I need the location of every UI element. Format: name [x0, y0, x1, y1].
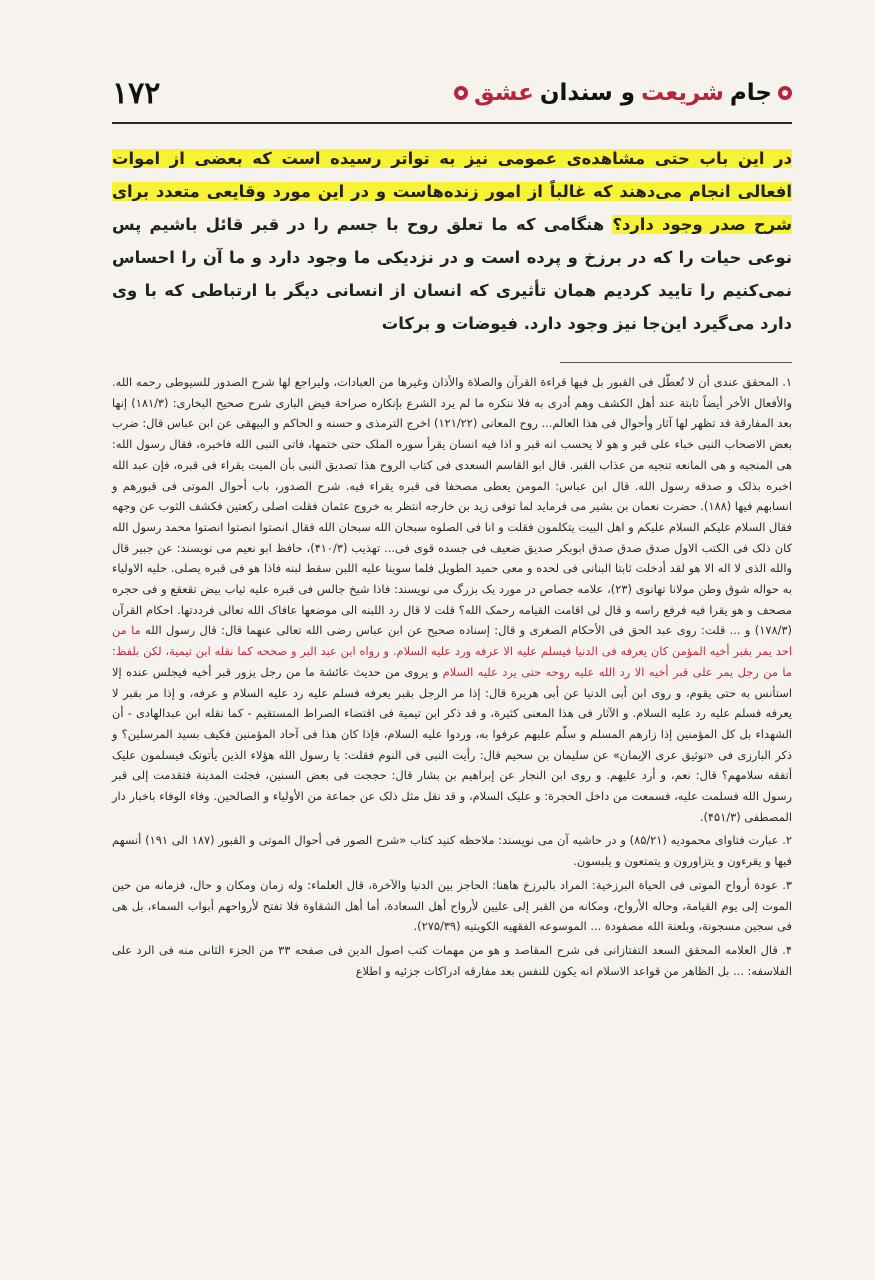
rosette-icon	[454, 86, 468, 100]
footnote-1-text: ۱. المحقق عندی أن لا تُعطّل فی القبور بل فیها قراءة القرآن والصلاة والأذان وغیرها من العبادات، ولیراجع لها شرح الصدور للسیوطی رحمه الله. والأفعال الأخر أیضاً ثابتة عند أهل الکشف وهم أدری به فلا ننکره ما لم یرد الشرع بإنکاره صراحة فیض الباری شرح صحیح البخاری: (۱۸۱/۳) إنها بعد المفارقة قد تظهر لها آثار وأحوال فی هذا العالم... روح المعانی (۱۲۱/۲۲) اخرج الترمذی و حسنه و الحاکم و البیهقی عن ابن عباس قال: ضرب بعض الاصحاب النبی خباء علی قبر و هو لا یحسب انه قبر و اذا فیه انسان یقرأ سوره الملک حتی ختمها، فاتی النبی الله فاخبره، فقال رسول الله: هی المنجیه و هی المانعه تنجیه من عذاب القبر. قال ابو القاسم السعدی فی کتاب الروح هذا تصدیق النبی بأن المیت یقراء فی قبره، فإن عبد الله اخبره بذلک و صدقه رسول الله. قال ابن عباس: المومن یعطی مصحفا فی قبره یقراء فیه. شرح الصدور، باب أحوال الموتی فی قبورهم و انسابهم فیها (۱۸۸). حضرت نعمان بن بشیر می فرماید لما توفی زید بن خارجه انتظر به خروج عثمان فقلت اصلی رکعتین فکشف الثوب عن وجهه فقال السلام علیکم السلام علیکم و اهل البیت یتکلمون فقلت و انا فی الصلوه سبحان الله سبحان الله فقال انصتوا انصتوا انصتوا محمد رسول الله کان ذلک فی الکتب الاول صدق صدق صدق ابوبکر صدیق ضعیف فی جسده قوی فی... تهذیب (۴۱۰/۳)، حافظ ابو نعیم می نویسند: عن جبیر قال والله الذی لا اله الا هو لقد أدخلت ثابتا البنانی فی لحده و معی حمید الطویل فلما سوینا علیه اللبن سقط لبنه فاذا هو فی قبره یصلی. حلیه الاولیاء به حواله شوق وطن مولانا تهانوی (۲۳)، علامه جصاص در مورد یک بزرگ می نویسند: فاذا شیخ جالس فی قبره علیه ثیاب بیض تقعقع و فی حجره مصحف و هو یقرا فیه فرفع راسه و قال لی اقامت القیامه رحمک الله؟ قلت لا قال رد اللبنه الی موضعها عافاک الله تعالی فرددتها. احکام القرآن (۱۷۸/۳) و ... قلت: روی عبد الحق فی الأحکام الصغری و قال: إسناده صحیح عن ابن عباس رضی الله تعالی عنهما قال: قال رسول الله	[112, 375, 793, 638]
title-word-4: عشق	[474, 80, 534, 106]
footnotes	[112, 372, 792, 984]
book-title	[454, 80, 792, 106]
highlighted-passage: در این باب حتی مشاهده‌ی عمومی نیز به تواتر رسیده است که بعضی از اموات افعالی انجام می‌دهند که غالباً از امور زنده‌هاست و در این مورد وقایعی متعدد برای شرح صدر وجود دارد؟	[112, 149, 793, 234]
main-text	[112, 142, 792, 340]
footnote-1	[112, 372, 792, 827]
footnote-1-red-text: ما من احد یمر بقبر أخیه المؤمن کان یعرفه فی الدنیا فیسلم علیه الا عرفه ورد علیه السلام. و رواه ابن عبد البر و صححه کما نقله ابن تیمیة، لکن بلفظ: ما من رجل یمر علی قبر أخیه الا رد الله علیه روحه حتی یرد علیه السلام	[112, 623, 793, 679]
footnote-1-continued: و یروی من حدیث عائشة ما من رجل یزور قبر أخیه فیجلس عنده إلا استأنس به حتی یقوم، و روی ابن أبی الدنیا عن أبی هریرة قال: إذا مر الرجل بقبر یعرفه فسلم علیه رد علیه السلام و عرفه، و إذا مر بقبر لا یعرفه فسلم علیه رد علیه السلام. و الآثار فی هذا المعنی کثیرة، و قد ذکر ابن تیمیة فی اقتضاء الصراط المستقیم - کما نقله ابن عبدالهادی - أن الشهداء بل کل المؤمنین إذا زارهم المسلم و سلّم علیهم عرفوا به، وردوا علیه السلام، فإذا کان هذا فی آحاد المؤمنین فکیف بسید المرسلین؟ و ذکر البارزی فی «توثیق عری الإیمان» عن سلیمان بن سحیم قال: رأیت النبی فی النوم فقلت: یا رسول الله هؤلاء الذین یأتونک فیسلمون علیک أتفقه سلامهم؟ قال: نعم، و أرد علیهم. و روی ابن النجار عن إبراهیم بن بشار قال: حججت فی بعض السنین، فجئت المدینة فتقدمت إلی قبر رسول الله فسلمت علیه، فسمعت من داخل الحجرة: و علیک السلام، و قد نقل مثل ذلک عن جماعة من الأولیاء و الصالحین. وفاء الوفاء باخبار دار المصطفی (۴۵۱/۳).	[112, 664, 792, 824]
rosette-icon	[778, 86, 792, 100]
main-paragraph	[112, 142, 792, 340]
header-rule	[112, 122, 792, 124]
footnote-2: ۲. عبارت فتاوای محمودیه (۸۵/۲۱) و در حاشیه آن می نویسند: ملاحظه کنید کتاب «شرح الصور فی أحوال الموتی و القبور (۱۸۷ الی ۱۹۱) أنسهم فیها و یقرءون و یتزاورون و یتمتعون و یلبسون.	[112, 833, 792, 869]
footnote-4: ۴. قال العلامه المحقق السعد التفتازانی فی شرح المقاصد و هو من مهمات کتب اصول الدین فی صفحه ۳۳ من الجزء الثانی منه فی الرد علی الفلاسفه: ... بل الظاهر من قواعد الاسلام انه یکون للنفس بعد مفارقه ادراکات جزئیه و اطلاع	[112, 942, 793, 978]
footnote-3: ۳. عودة أرواح الموتی فی الحیاة البرزخیة: المراد بالبرزخ هاهنا: الحاجز بین الدنیا والآخرة، قال العلماء: وله زمان ومکان و حال، فزمانه من حین الموت إلی یوم القیامة، وحاله الأرواح، ومکانه من القبر إلی علیین لأرواح أهل السعادة، أما أهل الشقاوة فلا تفتح لأرواحهم أبواب السماء، بل هی فی سجین مسجونة، وبلعنة الله مصفودة ... الموسوعه الفقهیه الکویتیه (۲۷۵/۳۹).	[112, 877, 792, 934]
title-word-3: و سندان	[539, 80, 636, 106]
footnote-separator	[560, 362, 792, 363]
title-word-1: جام	[729, 80, 772, 106]
page-number: ۱۷۲	[112, 75, 161, 111]
page-header	[112, 70, 792, 116]
title-word-2: شریعت	[641, 80, 724, 106]
main-passage: هنگامی که ما تعلق روح با جسم را در قبر قائل باشیم پس نوعی حیات را که در برزخ و پرده است و در نزدیکی ما وجود دارد و ما آن را احساس نمی‌کنیم را تایید کردیم همان تأثیری که انسان از انسانی دیگر با ارتباطی که با وی دارد می‌گیرد این‌جا نیز وجود دارد. فیوضات و برکات	[112, 215, 792, 333]
